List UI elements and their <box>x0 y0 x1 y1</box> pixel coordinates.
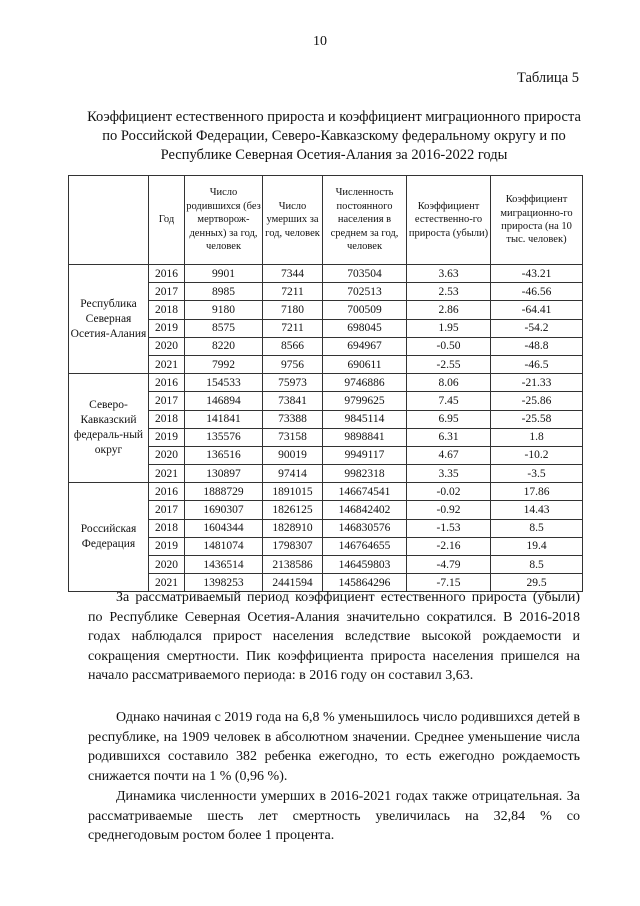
migration-growth-cell: 1.8 <box>491 428 583 446</box>
population-cell: 9982318 <box>323 465 407 483</box>
year-cell: 2017 <box>149 283 185 301</box>
population-cell: 9845114 <box>323 410 407 428</box>
year-cell: 2020 <box>149 446 185 464</box>
year-cell: 2017 <box>149 501 185 519</box>
migration-growth-cell: -46.56 <box>491 283 583 301</box>
year-cell: 2016 <box>149 265 185 283</box>
natural-growth-cell: -7.15 <box>407 574 491 592</box>
header-births: Число родившихся (без мертворож-денных) за год, человек <box>185 176 263 265</box>
population-cell: 146764655 <box>323 537 407 555</box>
deaths-cell: 7211 <box>263 283 323 301</box>
deaths-cell: 9756 <box>263 355 323 373</box>
deaths-cell: 1891015 <box>263 483 323 501</box>
header-migration-growth: Коэффициент миграционно-го прироста (на 10 тыс. человек) <box>491 176 583 265</box>
paragraph-2-text: Однако начиная с 2019 года на 6,8 % уменьшилось число родившихся детей в республике, на 1909 человек в абсолютном значении. Среднее уменьшение числа родившихся составило 382 ребенка ежегодно, то есть ежегодно рождаемость снижается почти на 1 % (0,96 %). <box>88 710 580 784</box>
region-cell: Российская Федерация <box>69 483 149 592</box>
population-cell: 703504 <box>323 265 407 283</box>
deaths-cell: 73158 <box>263 428 323 446</box>
births-cell: 135576 <box>185 428 263 446</box>
year-cell: 2019 <box>149 428 185 446</box>
header-year: Год <box>149 176 185 265</box>
deaths-cell: 8566 <box>263 337 323 355</box>
population-cell: 146674541 <box>323 483 407 501</box>
paragraph-3 <box>88 787 580 846</box>
natural-growth-cell: -2.16 <box>407 537 491 555</box>
deaths-cell: 73388 <box>263 410 323 428</box>
births-cell: 9901 <box>185 265 263 283</box>
population-cell: 690611 <box>323 355 407 373</box>
deaths-cell: 7180 <box>263 301 323 319</box>
migration-growth-cell: 8.5 <box>491 519 583 537</box>
births-cell: 1604344 <box>185 519 263 537</box>
population-cell: 702513 <box>323 283 407 301</box>
migration-growth-cell: -21.33 <box>491 374 583 392</box>
natural-growth-cell: -4.79 <box>407 556 491 574</box>
header-population: Численность постоянного населения в среднем за год, человек <box>323 176 407 265</box>
year-cell: 2020 <box>149 337 185 355</box>
deaths-cell: 1828910 <box>263 519 323 537</box>
population-cell: 698045 <box>323 319 407 337</box>
births-cell: 1481074 <box>185 537 263 555</box>
migration-growth-cell: 14.43 <box>491 501 583 519</box>
births-cell: 1888729 <box>185 483 263 501</box>
births-cell: 1436514 <box>185 556 263 574</box>
migration-growth-cell: -3.5 <box>491 465 583 483</box>
migration-growth-cell: -54.2 <box>491 319 583 337</box>
natural-growth-cell: -0.02 <box>407 483 491 501</box>
population-cell: 9949117 <box>323 446 407 464</box>
deaths-cell: 73841 <box>263 392 323 410</box>
data-table <box>68 175 583 592</box>
migration-growth-cell: 29.5 <box>491 574 583 592</box>
deaths-cell: 90019 <box>263 446 323 464</box>
deaths-cell: 1826125 <box>263 501 323 519</box>
natural-growth-cell: 6.31 <box>407 428 491 446</box>
migration-growth-cell: -64.41 <box>491 301 583 319</box>
migration-growth-cell: 17.86 <box>491 483 583 501</box>
year-cell: 2018 <box>149 519 185 537</box>
paragraph-1-text: За рассматриваемый период коэффициент естественного прироста (убыли) по Республике Северная Осетия-Алания значительно сократился. В 2016-2018 годах наблюдался прирост населения вследствие высокой рождаемости и сокращения смертности. Пик коэффициента прироста населения пришелся на начало рассматриваемого периода: в 2016 году он составил 3,63. <box>88 590 580 683</box>
population-cell: 9799625 <box>323 392 407 410</box>
migration-growth-cell: -25.58 <box>491 410 583 428</box>
natural-growth-cell: 8.06 <box>407 374 491 392</box>
migration-growth-cell: -48.8 <box>491 337 583 355</box>
natural-growth-cell: -0.92 <box>407 501 491 519</box>
natural-growth-cell: -0.50 <box>407 337 491 355</box>
births-cell: 154533 <box>185 374 263 392</box>
deaths-cell: 2441594 <box>263 574 323 592</box>
header-natural-growth: Коэффициент естественно-го прироста (убыли) <box>407 176 491 265</box>
population-cell: 694967 <box>323 337 407 355</box>
year-cell: 2016 <box>149 374 185 392</box>
population-cell: 700509 <box>323 301 407 319</box>
year-cell: 2021 <box>149 574 185 592</box>
table-title: Коэффициент естественного прироста и коэффициент миграционного прироста по Российской Федерации, Северо-Кавказскому федеральному округу и по Республике Северная Осетия-Алания за 2016-2022 годы <box>87 109 581 163</box>
natural-growth-cell: 7.45 <box>407 392 491 410</box>
natural-growth-cell: 2.86 <box>407 301 491 319</box>
migration-growth-cell: -10.2 <box>491 446 583 464</box>
header-region <box>69 176 149 265</box>
births-cell: 8575 <box>185 319 263 337</box>
page-number: 10 <box>313 34 327 49</box>
year-cell: 2019 <box>149 537 185 555</box>
natural-growth-cell: 1.95 <box>407 319 491 337</box>
births-cell: 7992 <box>185 355 263 373</box>
deaths-cell: 7211 <box>263 319 323 337</box>
population-cell: 146830576 <box>323 519 407 537</box>
year-cell: 2021 <box>149 355 185 373</box>
year-cell: 2020 <box>149 556 185 574</box>
paragraph-3-text: Динамика численности умерших в 2016-2021 годах также отрицательная. За рассматриваемые шесть лет смертность увеличилась на 32,84 % со среднегодовым ростом более 1 процента. <box>88 789 580 843</box>
births-cell: 136516 <box>185 446 263 464</box>
year-cell: 2018 <box>149 410 185 428</box>
year-cell: 2016 <box>149 483 185 501</box>
table-row <box>69 265 583 283</box>
population-cell: 9746886 <box>323 374 407 392</box>
births-cell: 1690307 <box>185 501 263 519</box>
table-row <box>69 374 583 392</box>
births-cell: 8985 <box>185 283 263 301</box>
natural-growth-cell: 4.67 <box>407 446 491 464</box>
births-cell: 141841 <box>185 410 263 428</box>
deaths-cell: 1798307 <box>263 537 323 555</box>
natural-growth-cell: 6.95 <box>407 410 491 428</box>
migration-growth-cell: -25.86 <box>491 392 583 410</box>
year-cell: 2021 <box>149 465 185 483</box>
migration-growth-cell: -43.21 <box>491 265 583 283</box>
deaths-cell: 2138586 <box>263 556 323 574</box>
migration-growth-cell: 19.4 <box>491 537 583 555</box>
births-cell: 146894 <box>185 392 263 410</box>
natural-growth-cell: -2.55 <box>407 355 491 373</box>
population-cell: 145864296 <box>323 574 407 592</box>
natural-growth-cell: -1.53 <box>407 519 491 537</box>
migration-growth-cell: -46.5 <box>491 355 583 373</box>
year-cell: 2017 <box>149 392 185 410</box>
region-cell: Северо-Кавказский федераль-ный округ <box>69 374 149 483</box>
births-cell: 9180 <box>185 301 263 319</box>
table-label: Таблица 5 <box>516 70 579 86</box>
natural-growth-cell: 3.35 <box>407 465 491 483</box>
header-deaths: Число умерших за год, человек <box>263 176 323 265</box>
population-cell: 146459803 <box>323 556 407 574</box>
natural-growth-cell: 2.53 <box>407 283 491 301</box>
natural-growth-cell: 3.63 <box>407 265 491 283</box>
year-cell: 2018 <box>149 301 185 319</box>
table-body <box>69 265 583 592</box>
births-cell: 8220 <box>185 337 263 355</box>
migration-growth-cell: 8.5 <box>491 556 583 574</box>
deaths-cell: 97414 <box>263 465 323 483</box>
paragraph-2 <box>88 708 580 786</box>
population-cell: 146842402 <box>323 501 407 519</box>
table-header-row <box>69 176 583 265</box>
table-row <box>69 483 583 501</box>
year-cell: 2019 <box>149 319 185 337</box>
population-cell: 9898841 <box>323 428 407 446</box>
births-cell: 130897 <box>185 465 263 483</box>
paragraph-1 <box>88 588 580 686</box>
deaths-cell: 7344 <box>263 265 323 283</box>
region-cell: Республика Северная Осетия-Алания <box>69 265 149 374</box>
births-cell: 1398253 <box>185 574 263 592</box>
deaths-cell: 75973 <box>263 374 323 392</box>
